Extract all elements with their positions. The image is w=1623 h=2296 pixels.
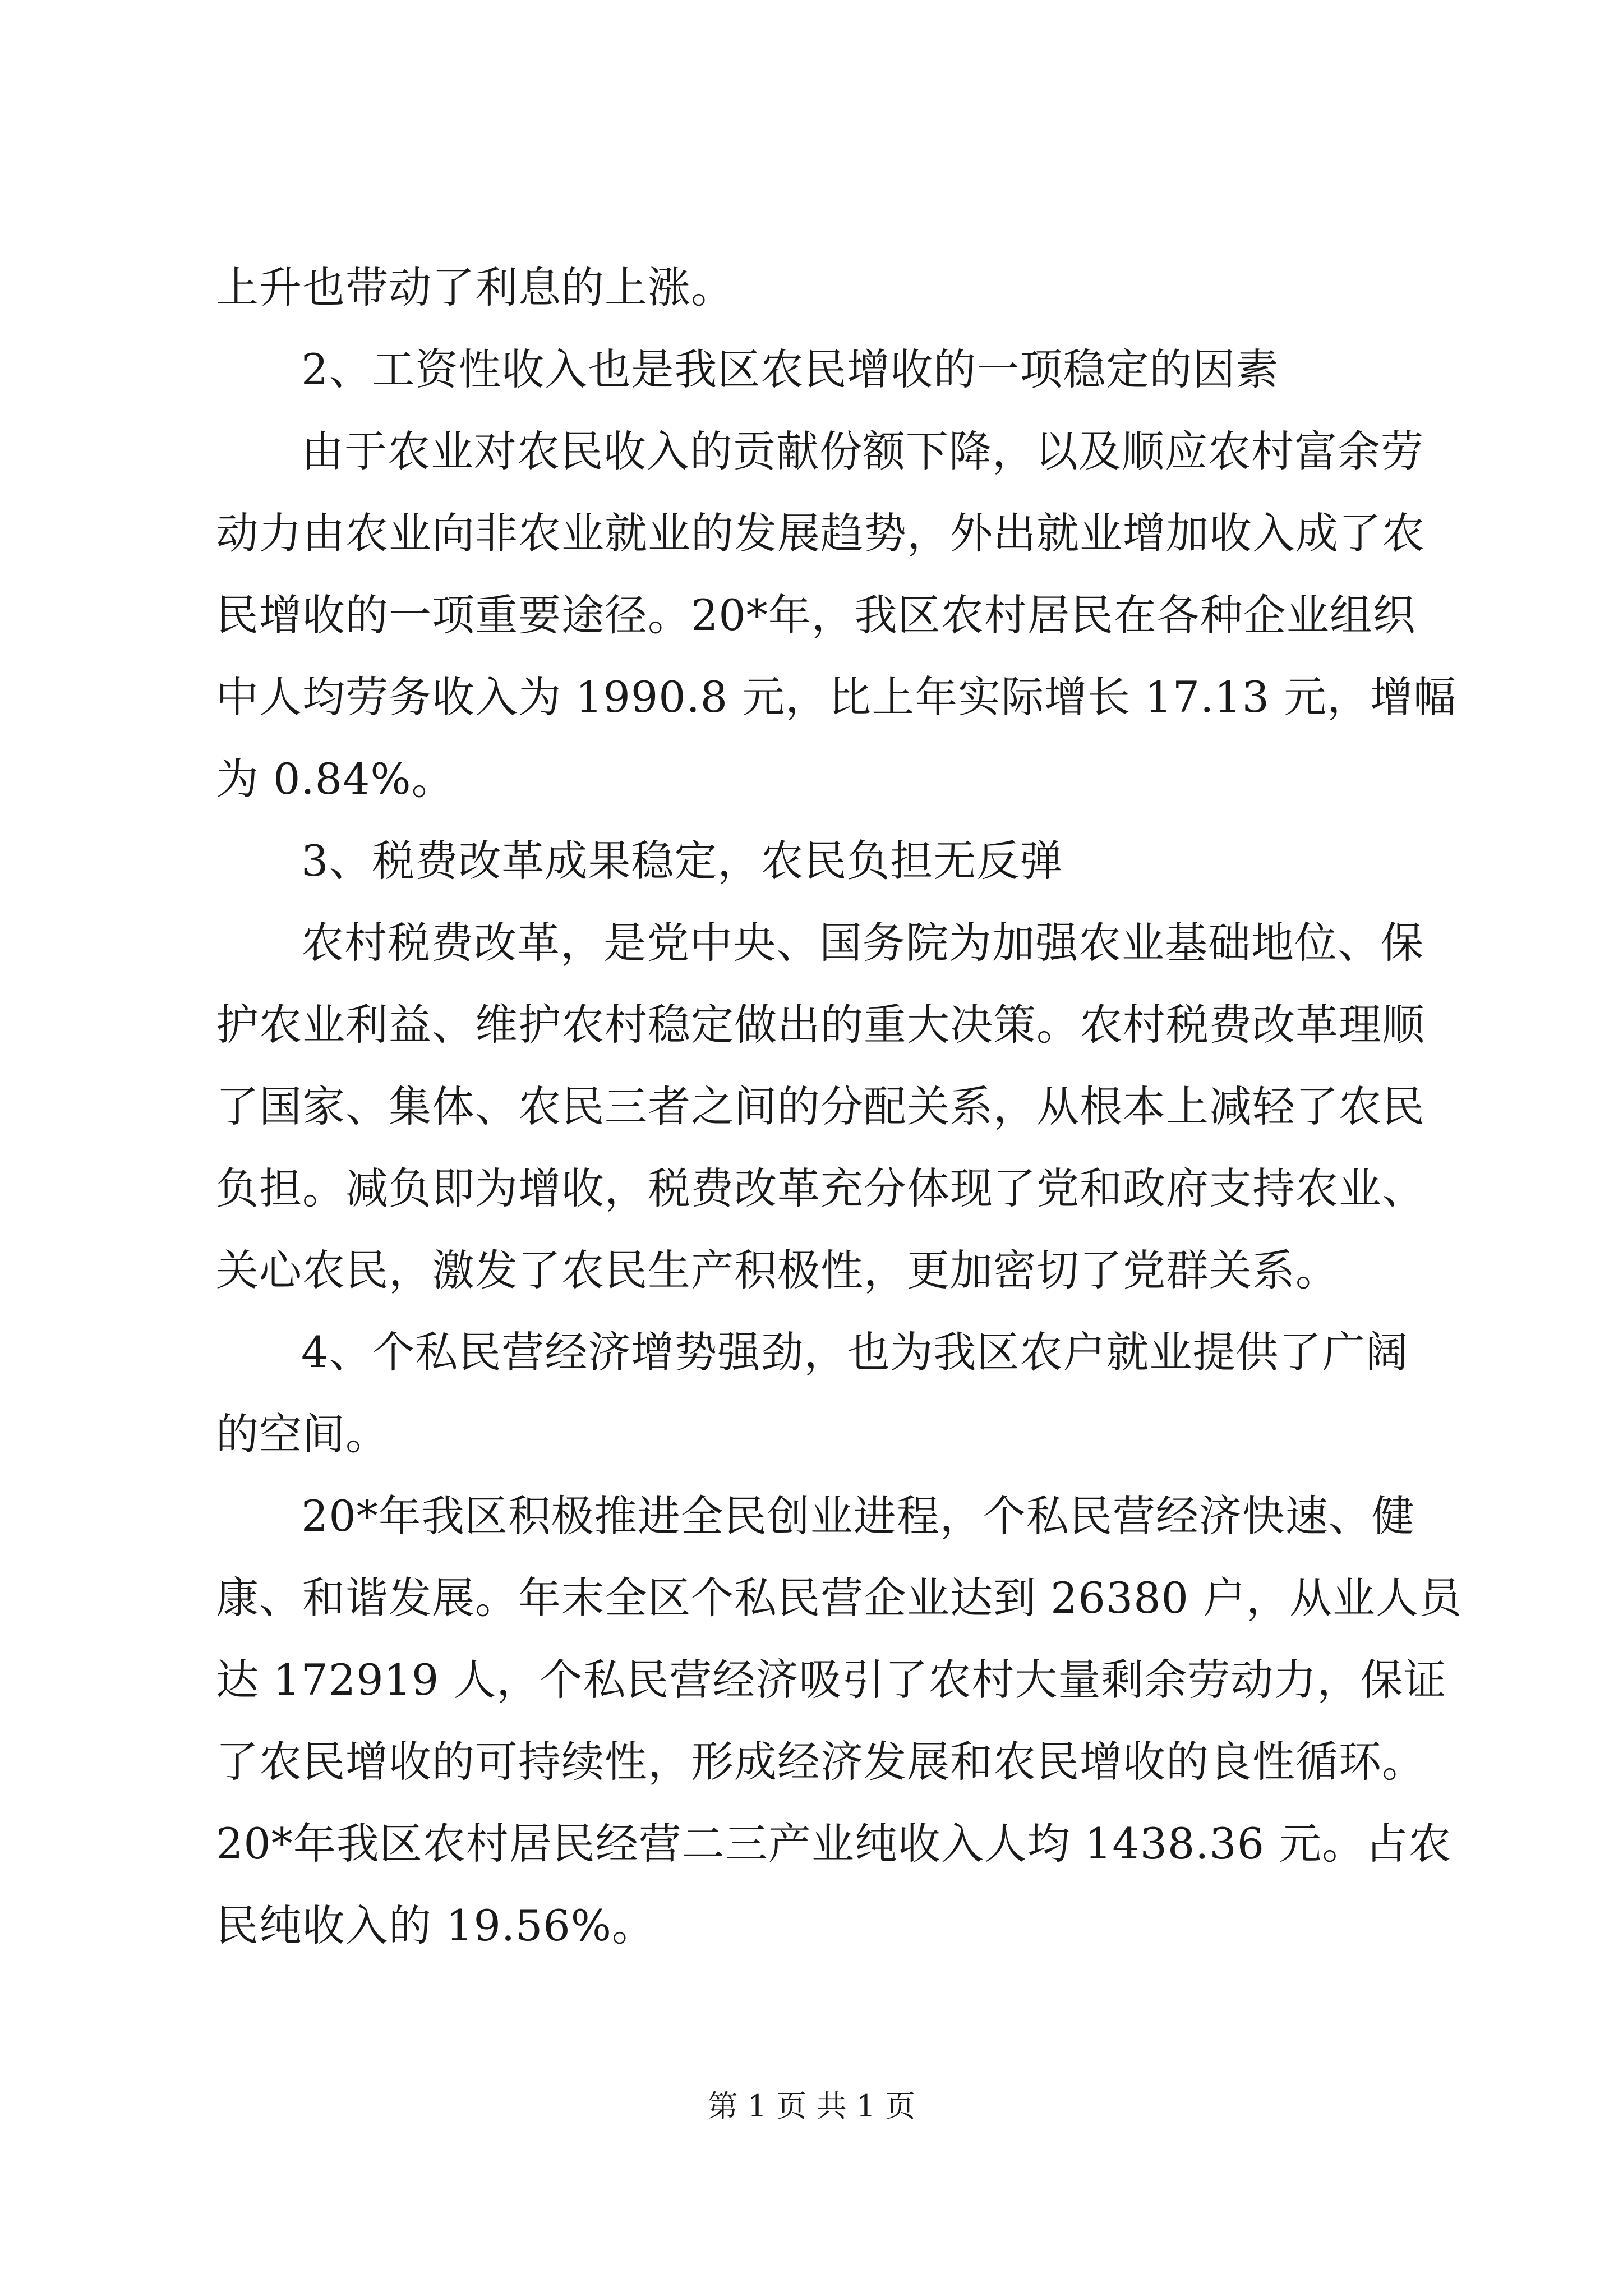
text-line-2: 2、工资性收入也是我区农民增收的一项稳定的因素: [301, 344, 1279, 394]
text-line-19: 了农民增收的可持续性，形成经济发展和农民增收的良性循环。: [216, 1737, 1425, 1787]
text-line-16: 20*年我区积极推进全民创业进程，个私民营经济快速、健: [301, 1491, 1415, 1541]
document-body: [216, 247, 1463, 1967]
text-line-10: 护农业利益、维护农村稳定做出的重大决策。农村税费改革理顺: [216, 1000, 1425, 1050]
text-line-9: 农村税费改革，是党中央、国务院为加强农业基础地位、保: [301, 918, 1424, 968]
text-line-4: 动力由农业向非农业就业的发展趋势，外出就业增加收入成了农: [216, 508, 1425, 558]
text-line-5: 民增收的一项重要途径。20*年，我区农村居民在各种企业组织: [216, 590, 1416, 640]
text-line-14: 4、个私民营经济增势强劲，也为我区农户就业提供了广阔: [301, 1327, 1409, 1377]
text-line-11: 了国家、集体、农民三者之间的分配关系，从根本上减轻了农民: [216, 1082, 1425, 1131]
text-line-7: 为 0.84%。: [216, 754, 455, 804]
text-line-21: 民纯收入的 19.56%。: [216, 1901, 655, 1950]
text-line-12: 负担。减负即为增收，税费改革充分体现了党和政府支持农业、: [216, 1163, 1425, 1213]
text-line-20: 20*年我区农村居民经营二三产业纯收入人均 1438.36 元。占农: [216, 1819, 1452, 1869]
text-line-6: 中人均劳务收入为 1990.8 元，比上年实际增长 17.13 元，增幅: [216, 672, 1457, 722]
page-footer: 第 1 页 共 1 页: [707, 2088, 916, 2124]
text-line-17: 康、和谐发展。年末全区个私民营企业达到 26380 户，从业人员: [216, 1573, 1463, 1623]
text-line-18: 达 172919 人，个私民营经济吸引了农村大量剩余劳动力，保证: [216, 1655, 1447, 1705]
text-line-13: 关心农民，激发了农民生产积极性，更加密切了党群关系。: [216, 1245, 1339, 1295]
text-line-8: 3、税费改革成果稳定，农民负担无反弹: [301, 836, 1063, 886]
text-line-15: 的空间。: [216, 1409, 389, 1459]
text-line-3: 由于农业对农民收入的贡献份额下降，以及顺应农村富余劳: [301, 426, 1424, 476]
text-line-1: 上升也带动了利息的上涨。: [216, 263, 734, 312]
